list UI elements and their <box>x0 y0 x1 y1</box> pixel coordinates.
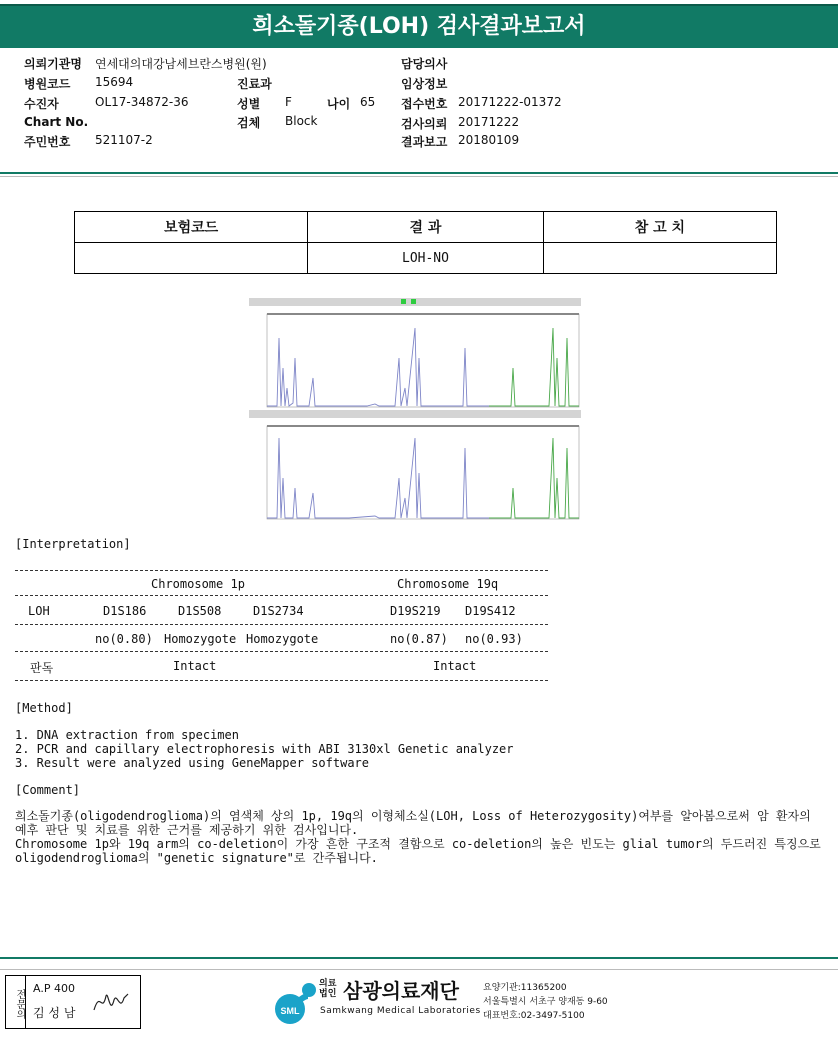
id-label: 주민번호 <box>24 135 71 149</box>
electropherogram-panel-1 <box>249 298 581 407</box>
age-value: 65 <box>360 95 376 109</box>
hospital-code-value: 15694 <box>95 75 134 89</box>
signature-image <box>90 986 132 1018</box>
marker-d1s2734: D1S2734 <box>253 604 304 618</box>
method-item-3: 3. Result were analyzed using GeneMapper software <box>15 756 370 770</box>
cell-result: LOH-NO <box>308 243 543 274</box>
report-date-value: 20180109 <box>458 133 520 147</box>
marker-d19s219: D19S219 <box>390 604 441 618</box>
chromosome-19q-heading: Chromosome 19q <box>397 577 499 591</box>
org-address: 서울특별시 서초구 양재동 9-60 <box>483 997 608 1007</box>
value-d19s412: no(0.93) <box>465 632 523 646</box>
interpretation-rule <box>15 680 548 681</box>
specimen-label: 검체 <box>237 116 261 130</box>
chart-label: Chart No. <box>24 115 89 129</box>
request-label: 검사의뢰 <box>401 117 448 131</box>
report-date-label: 결과보고 <box>401 135 448 149</box>
request-value: 20171222 <box>458 115 520 129</box>
org-name: 삼광의료재단 <box>343 979 459 1003</box>
id-value: 521107-2 <box>95 133 153 147</box>
result-table <box>74 211 777 274</box>
value-d1s2734: Homozygote <box>246 632 319 646</box>
comment-paragraph-1: 희소돌기종(oligodendroglioma)의 염색체 상의 1p, 19q의 이형체소실(LOH, Loss of Heterozygosity)여부를 알아봄으로써 암 환자의 예후 판단 및 치료를 위한 근거를 제공하기 위한 검사입니다. <box>15 809 811 837</box>
cell-insurance-code <box>75 243 308 274</box>
judgement-19q: Intact <box>433 659 477 673</box>
value-d19s219: no(0.87) <box>390 632 448 646</box>
cell-reference <box>543 243 776 274</box>
electropherogram-panel-2 <box>249 410 581 519</box>
method-item-2: 2. PCR and capillary electrophoresis with ABI 3130xl Genetic analyzer <box>15 742 514 756</box>
accession-value: 20171222-01372 <box>458 95 562 109</box>
method-item-1: 1. DNA extraction from specimen <box>15 728 239 742</box>
report-title: 희소돌기종(LOH) 검사결과보고서 <box>0 4 838 48</box>
hospital-code-label: 병원코드 <box>24 77 71 91</box>
footer-divider <box>0 957 838 959</box>
institution-value: 연세대의대강남세브란스병원(원) <box>95 57 267 71</box>
dept-label: 진료과 <box>237 77 272 91</box>
sex-value: F <box>285 95 292 109</box>
col-insurance-code: 보험코드 <box>75 212 308 243</box>
clinical-label: 임상정보 <box>401 77 448 91</box>
value-d1s186: no(0.80) <box>95 632 153 646</box>
org-prefix: 의료법인 <box>319 979 337 999</box>
method-label: [Method] <box>15 701 73 715</box>
chromosome-1p-heading: Chromosome 1p <box>151 577 245 591</box>
receiver-value: OL17-34872-36 <box>95 95 189 109</box>
marker-d1s508: D1S508 <box>178 604 222 618</box>
doctor-label: 담당의사 <box>401 57 448 71</box>
interpretation-rule <box>15 651 548 652</box>
receiver-label: 수진자 <box>24 97 59 111</box>
judgement-1p: Intact <box>173 659 217 673</box>
interpretation-label: [Interpretation] <box>15 537 131 551</box>
footer-divider-thin <box>0 969 838 970</box>
col-reference: 참 고 치 <box>543 212 776 243</box>
interpretation-rule <box>15 570 548 571</box>
accession-label: 접수번호 <box>401 97 448 111</box>
specimen-value: Block <box>285 114 318 128</box>
specialist-label: 전문의 <box>6 976 26 1028</box>
institution-label: 의뢰기관명 <box>24 57 82 71</box>
care-code: 요양기관:11365200 <box>483 983 567 993</box>
age-label: 나이 <box>327 97 351 111</box>
comment-label: [Comment] <box>15 783 81 797</box>
org-name-en: Samkwang Medical Laboratories <box>320 1006 481 1016</box>
header-divider <box>0 172 838 174</box>
value-d1s508: Homozygote <box>164 632 237 646</box>
col-result: 결 과 <box>308 212 543 243</box>
interpretation-rule <box>15 595 548 596</box>
marker-d19s412: D19S412 <box>465 604 516 618</box>
interpretation-rule <box>15 624 548 625</box>
doctor-name: 김 성 남 <box>33 1006 76 1020</box>
judgement-label: 판독 <box>30 661 54 675</box>
loh-row-label: LOH <box>28 604 50 618</box>
electropherogram-image <box>249 298 581 521</box>
comment-paragraph-2: Chromosome 1p와 19q arm의 co-deletion이 가장 흔한 구조적 결함으로 co-deletion의 높은 빈도는 glial tumor의 두드러진 특징으로 oligodendroglioma의 "genetic signature"로 간주됩니다. <box>15 837 821 865</box>
signature-box <box>5 975 141 1029</box>
marker-d1s186: D1S186 <box>103 604 147 618</box>
header-divider-thin <box>0 176 838 177</box>
org-phone: 대표번호:02-3497-5100 <box>483 1011 585 1021</box>
sex-label: 성별 <box>237 97 261 111</box>
sml-logo-text: SML <box>280 1006 300 1016</box>
license-number: A.P 400 <box>33 982 75 995</box>
